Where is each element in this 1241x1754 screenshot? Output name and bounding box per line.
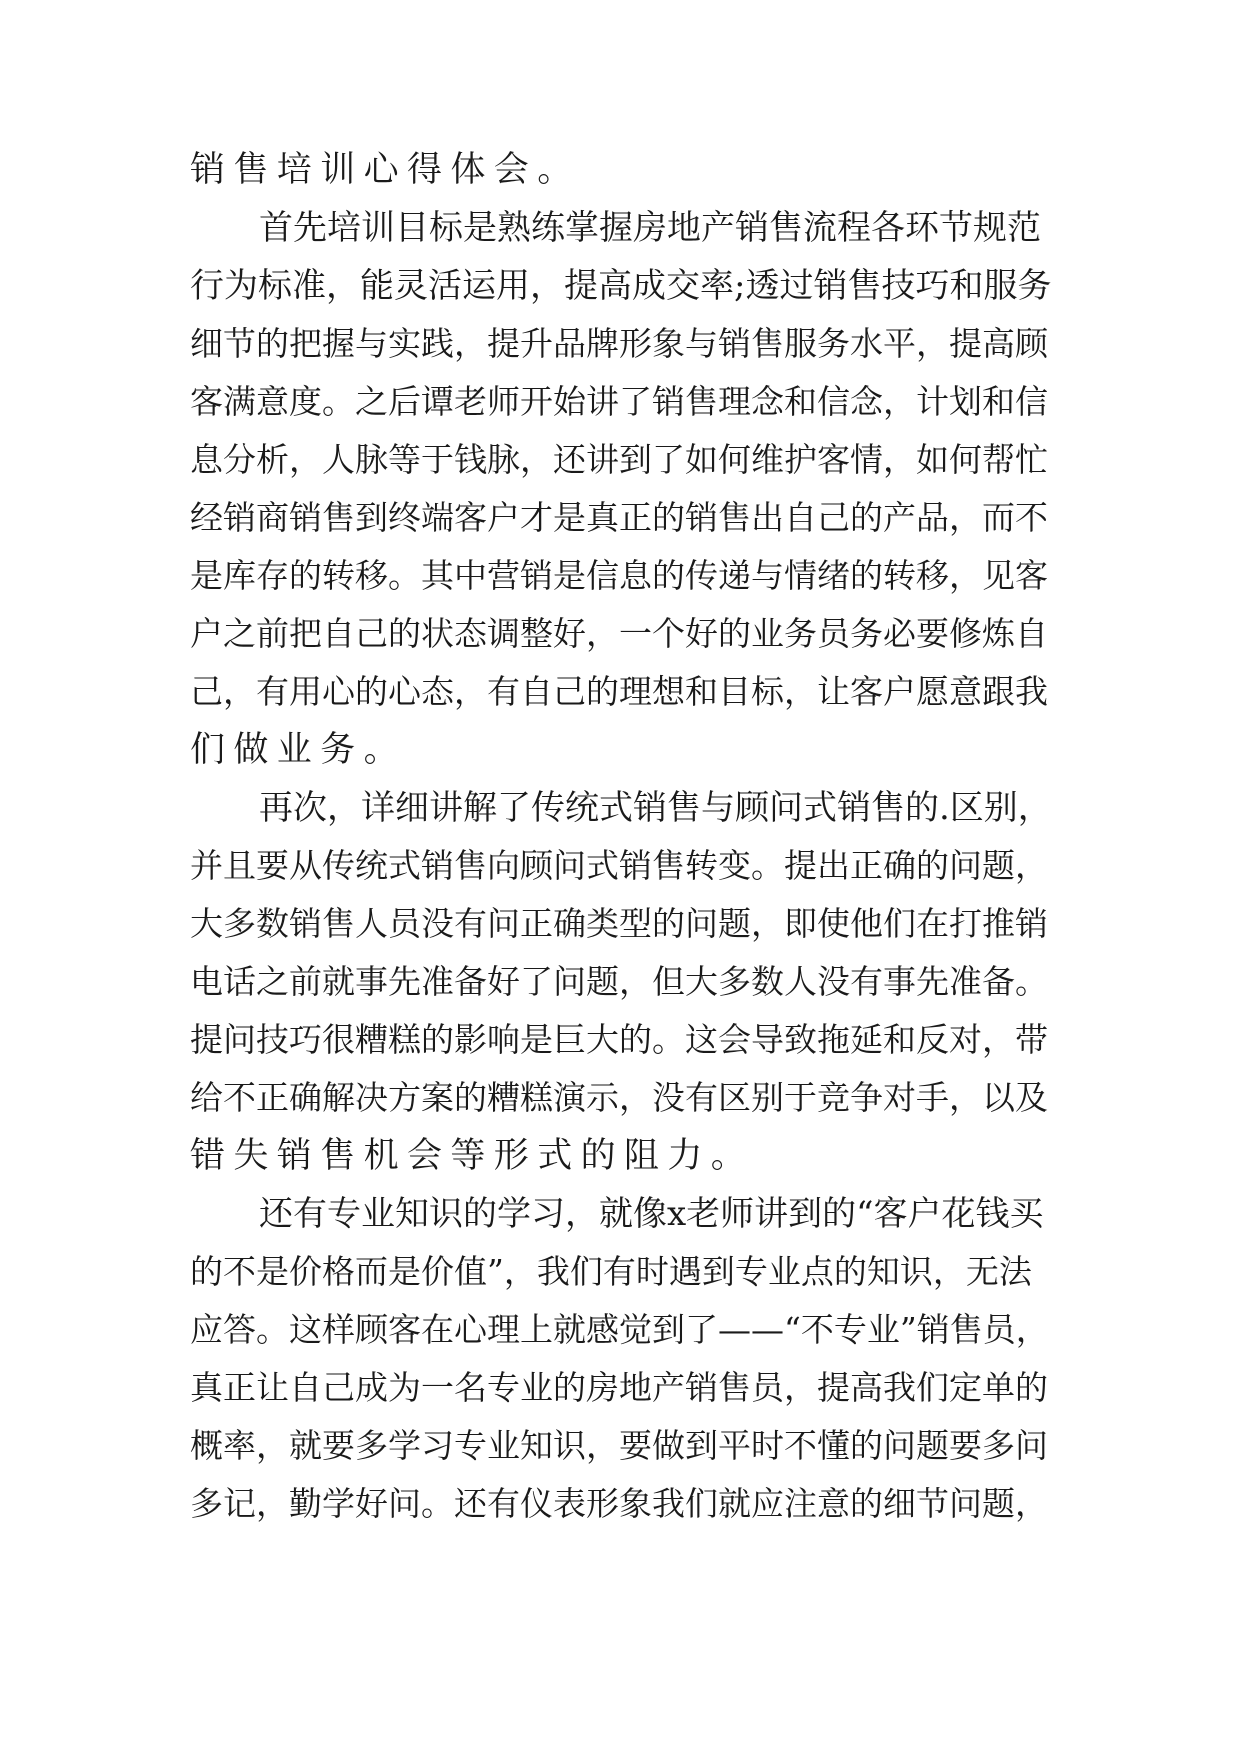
text-line: 首先培训目标是熟练掌握房地产销售流程各环节规范 (259, 208, 1041, 248)
text-line: 客满意度。之后谭老师开始讲了销售理念和信念，计划和信 (190, 382, 1048, 421)
text-line: 真正让自己成为一名专业的房地产销售员，提高我们定单的 (190, 1368, 1048, 1407)
text-line: 给不正确解决方案的糟糕演示，没有区别于竞争对手，以及 (190, 1078, 1048, 1117)
text-line: 概率，就要多学习专业知识，要做到平时不懂的问题要多问 (190, 1426, 1048, 1465)
text-line: 经销商销售到终端客户才是真正的销售出自己的产品，而不 (190, 498, 1048, 537)
text-line: 户之前把自己的状态调整好，一个好的业务员务必要修炼自 (190, 614, 1048, 653)
text-line: 并且要从传统式销售向顾问式销售转变。提出正确的问题， (190, 846, 1048, 885)
text-line: 提问技巧很糟糕的影响是巨大的。这会导致拖延和反对，带 (190, 1020, 1048, 1059)
text-line: 细节的把握与实践，提升品牌形象与销售服务水平，提高顾 (190, 324, 1048, 363)
text-line: 大多数销售人员没有问正确类型的问题，即使他们在打推销 (190, 904, 1048, 943)
text-line: 息分析，人脉等于钱脉，还讲到了如何维护客情，如何帮忙 (190, 440, 1048, 479)
text-line: 还有专业知识的学习，就像x老师讲到的“客户花钱买 (259, 1194, 1044, 1234)
text-line: 行为标准，能灵活运用，提高成交率;透过销售技巧和服务 (190, 266, 1052, 306)
text-line: 的不是价格而是价值”，我们有时遇到专业点的知识，无法 (190, 1252, 1032, 1291)
text-line: 错失销售机会等形式的阻力。 (190, 1136, 755, 1176)
text-line: 们做业务。 (190, 730, 408, 770)
text-line: 应答。这样顾客在心理上就感觉到了——“不专业”销售员， (190, 1310, 1049, 1349)
text-line: 是库存的转移。其中营销是信息的传递与情绪的转移，见客 (190, 556, 1048, 595)
text-line: 再次，详细讲解了传统式销售与顾问式销售的.区别， (259, 788, 1052, 828)
text-line: 己，有用心的心态，有自己的理想和目标，让客户愿意跟我 (190, 672, 1048, 711)
text-line: 销售培训心得体会。 (190, 150, 581, 190)
text-line: 多记，勤学好问。还有仪表形象我们就应注意的细节问题， (190, 1484, 1048, 1523)
text-line: 电话之前就事先准备好了问题，但大多数人没有事先准备。 (190, 962, 1048, 1001)
